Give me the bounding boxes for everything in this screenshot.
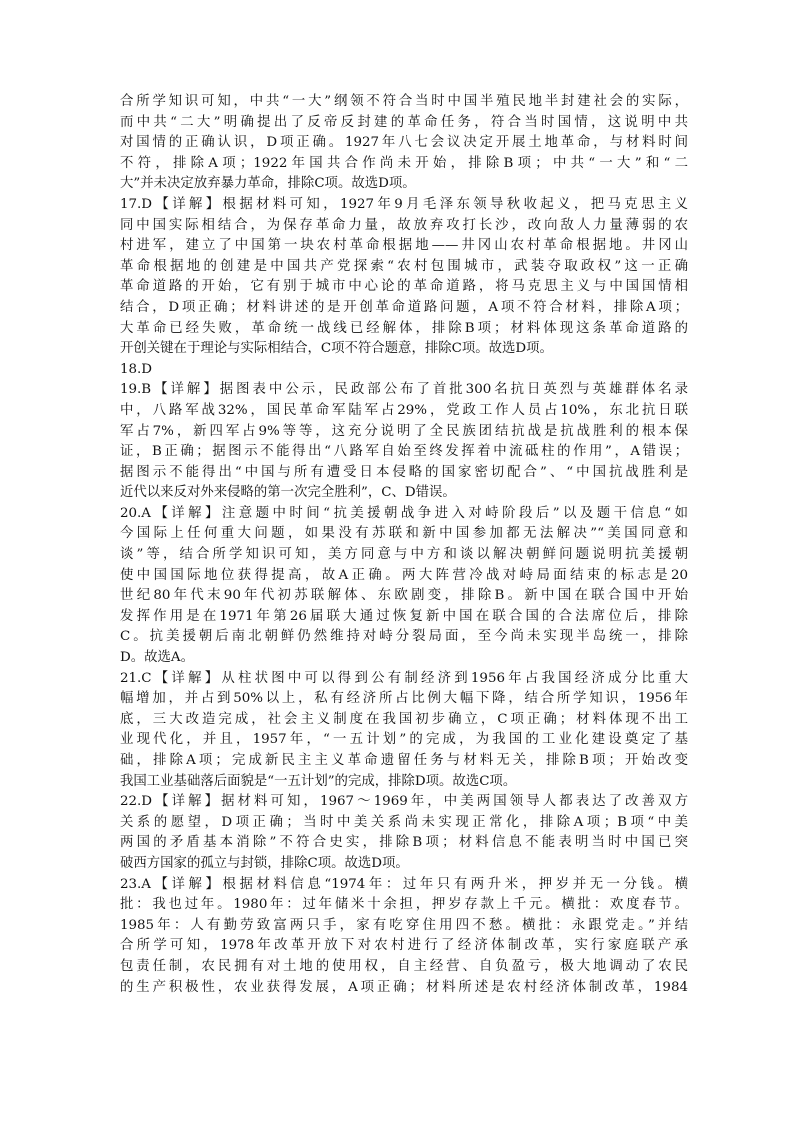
text-line: 业现代化，并且，1957年，“一五计划”的完成，为我国的工业化建设奠定了基 <box>120 732 688 748</box>
text-line: 批：我也过年。1980年：过年储米十余担，押岁存款上千元。横批：欢度春节。 <box>120 897 688 913</box>
text-line: 不符，排除A项；1922年国共合作尚未开始，排除B项；中共“一大”和“二 <box>120 155 688 171</box>
text-line: 关系的愿望，D项正确；当时中美关系尚未实现正常化，排除A项；B项“中美 <box>120 814 688 830</box>
text-line: 军占7%，新四军占9%等等，这充分说明了全民族团结抗战是抗战胜利的根本保 <box>120 423 688 439</box>
text-line: 17.D【详解】根据材料可知，1927年9月毛泽东领导秋收起义，把马克思主义 <box>120 196 688 212</box>
text-line: 对国情的正确认识，D项正确。1927年八七会议决定开展土地革命，与材料时间 <box>120 135 688 151</box>
text-line: 大革命已经失败，革命统一战线已经解体，排除B项；材料体现这条革命道路的 <box>120 320 688 336</box>
text-line: 据图示不能得出“中国与所有遭受日本侵略的国家密切配合”、“中国抗战胜利是 <box>120 464 688 480</box>
text-line: 同中国实际相结合，为保存革命力量，故放弃攻打长沙，改向敌人力量薄弱的农 <box>120 217 688 233</box>
text-line: 大”并未决定放弃暴力革命，排除C项。故选D项。 <box>120 176 416 192</box>
text-line: 破西方国家的孤立与封锁，排除C项。故选D项。 <box>120 855 409 871</box>
text-line: 谈”等，结合所学知识可知，美方同意与中方和谈以解决朝鲜问题说明抗美援朝 <box>120 547 688 563</box>
text-line: 而中共“二大”明确提出了反帝反封建的革命任务，符合当时国情，这说明中共 <box>120 114 688 130</box>
text-line: 证，B正确；据图示不能得出“八路军自始至终发挥着中流砥柱的作用”，A错误； <box>120 444 688 460</box>
text-line: 幅增加，并占到50%以上，私有经济所占比例大幅下降，结合所学知识，1956年 <box>120 691 688 707</box>
text-line: 合所学可知，1978年改革开放下对农村进行了经济体制改革，实行家庭联产承 <box>120 938 688 954</box>
text-line: 18.D <box>120 361 153 377</box>
text-line: 19.B【详解】据图表中公示，民政部公布了首批300名抗日英烈与英雄群体名录 <box>120 382 688 398</box>
text-line: 的生产积极性，农业获得发展，A项正确；材料所述是农村经济体制改革，1984 <box>120 979 688 995</box>
text-line: 合所学知识可知，中共“一大”纲领不符合当时中国半殖民地半封建社会的实际， <box>120 94 688 109</box>
text-line: 近代以来反对外来侵略的第一次完全胜利”，C、D错误。 <box>120 485 456 501</box>
text-line: 结合，D项正确；材料讲述的是开创革命道路问题，A项不符合材料，排除A项； <box>120 299 688 315</box>
text-line: 21.C【详解】从柱状图中可以得到公有制经济到1956年占我国经济成分比重大 <box>120 670 688 686</box>
text-line: 使中国国际地位获得提高，故A正确。两大阵营冷战对峙局面结束的标志是20 <box>120 567 688 583</box>
text-line: 包责任制，农民拥有对土地的使用权，自主经营、自负盈亏，极大地调动了农民 <box>120 958 688 974</box>
text-line: 中，八路军战32%，国民革命军陆军占29%，党政工作人员占10%，东北抗日联 <box>120 402 688 418</box>
document-page <box>120 92 688 998</box>
text-line: 今国际上任何重大问题，如果没有苏联和新中国参加都无法解决”“美国同意和 <box>120 526 688 542</box>
text-line: D。故选A。 <box>120 650 194 666</box>
text-line: 发挥作用是在1971年第26届联大通过恢复新中国在联合国的合法席位后，排除 <box>120 608 688 624</box>
text-line: 22.D【详解】据材料可知，1967～1969年，中美两国领导人都表达了改善双方 <box>120 794 688 810</box>
text-line: 开创关键在于理论与实际相结合，C项不符合题意，排除C项。故选D项。 <box>120 341 553 357</box>
text-line: 1985年：人有勤劳致富两只手，家有吃穿住用四不愁。横批：永跟党走。”并结 <box>120 917 688 933</box>
text-line: C。抗美援朝后南北朝鲜仍然维持对峙分裂局面，至今尚未实现半岛统一，排除 <box>120 629 688 645</box>
text-line: 23.A【详解】根据材料信息“1974年：过年只有两升米，押岁并无一分钱。横 <box>120 876 688 892</box>
text-line: 20.A【详解】注意题中时间“抗美援朝战争进入对峙阶段后”以及题干信息“如 <box>120 505 688 521</box>
text-line: 村进军，建立了中国第一块农村革命根据地——井冈山农村革命根据地。井冈山 <box>120 238 688 254</box>
text-line: 两国的矛盾基本消除”不符合史实，排除B项；材料信息不能表明当时中国已突 <box>120 835 688 851</box>
text-line: 我国工业基础落后面貌是“一五计划”的完成，排除D项。故选C项。 <box>120 773 517 789</box>
text-line: 世纪80年代末90年代初苏联解体、东欧剧变，排除B。新中国在联合国中开始 <box>120 588 688 604</box>
text-line: 革命根据地的创建是中国共产党探索“农村包围城市，武装夺取政权”这一正确 <box>120 258 688 274</box>
text-line: 底，三大改造完成，社会主义制度在我国初步确立，C项正确；材料体现不出工 <box>120 711 688 727</box>
text-line: 础，排除A项；完成新民主主义革命遗留任务与材料无关，排除B项；开始改变 <box>120 753 688 768</box>
text-line: 革命道路的开始，它有别于城市中心论的革命道路，将马克思主义与中国国情相 <box>120 279 688 295</box>
